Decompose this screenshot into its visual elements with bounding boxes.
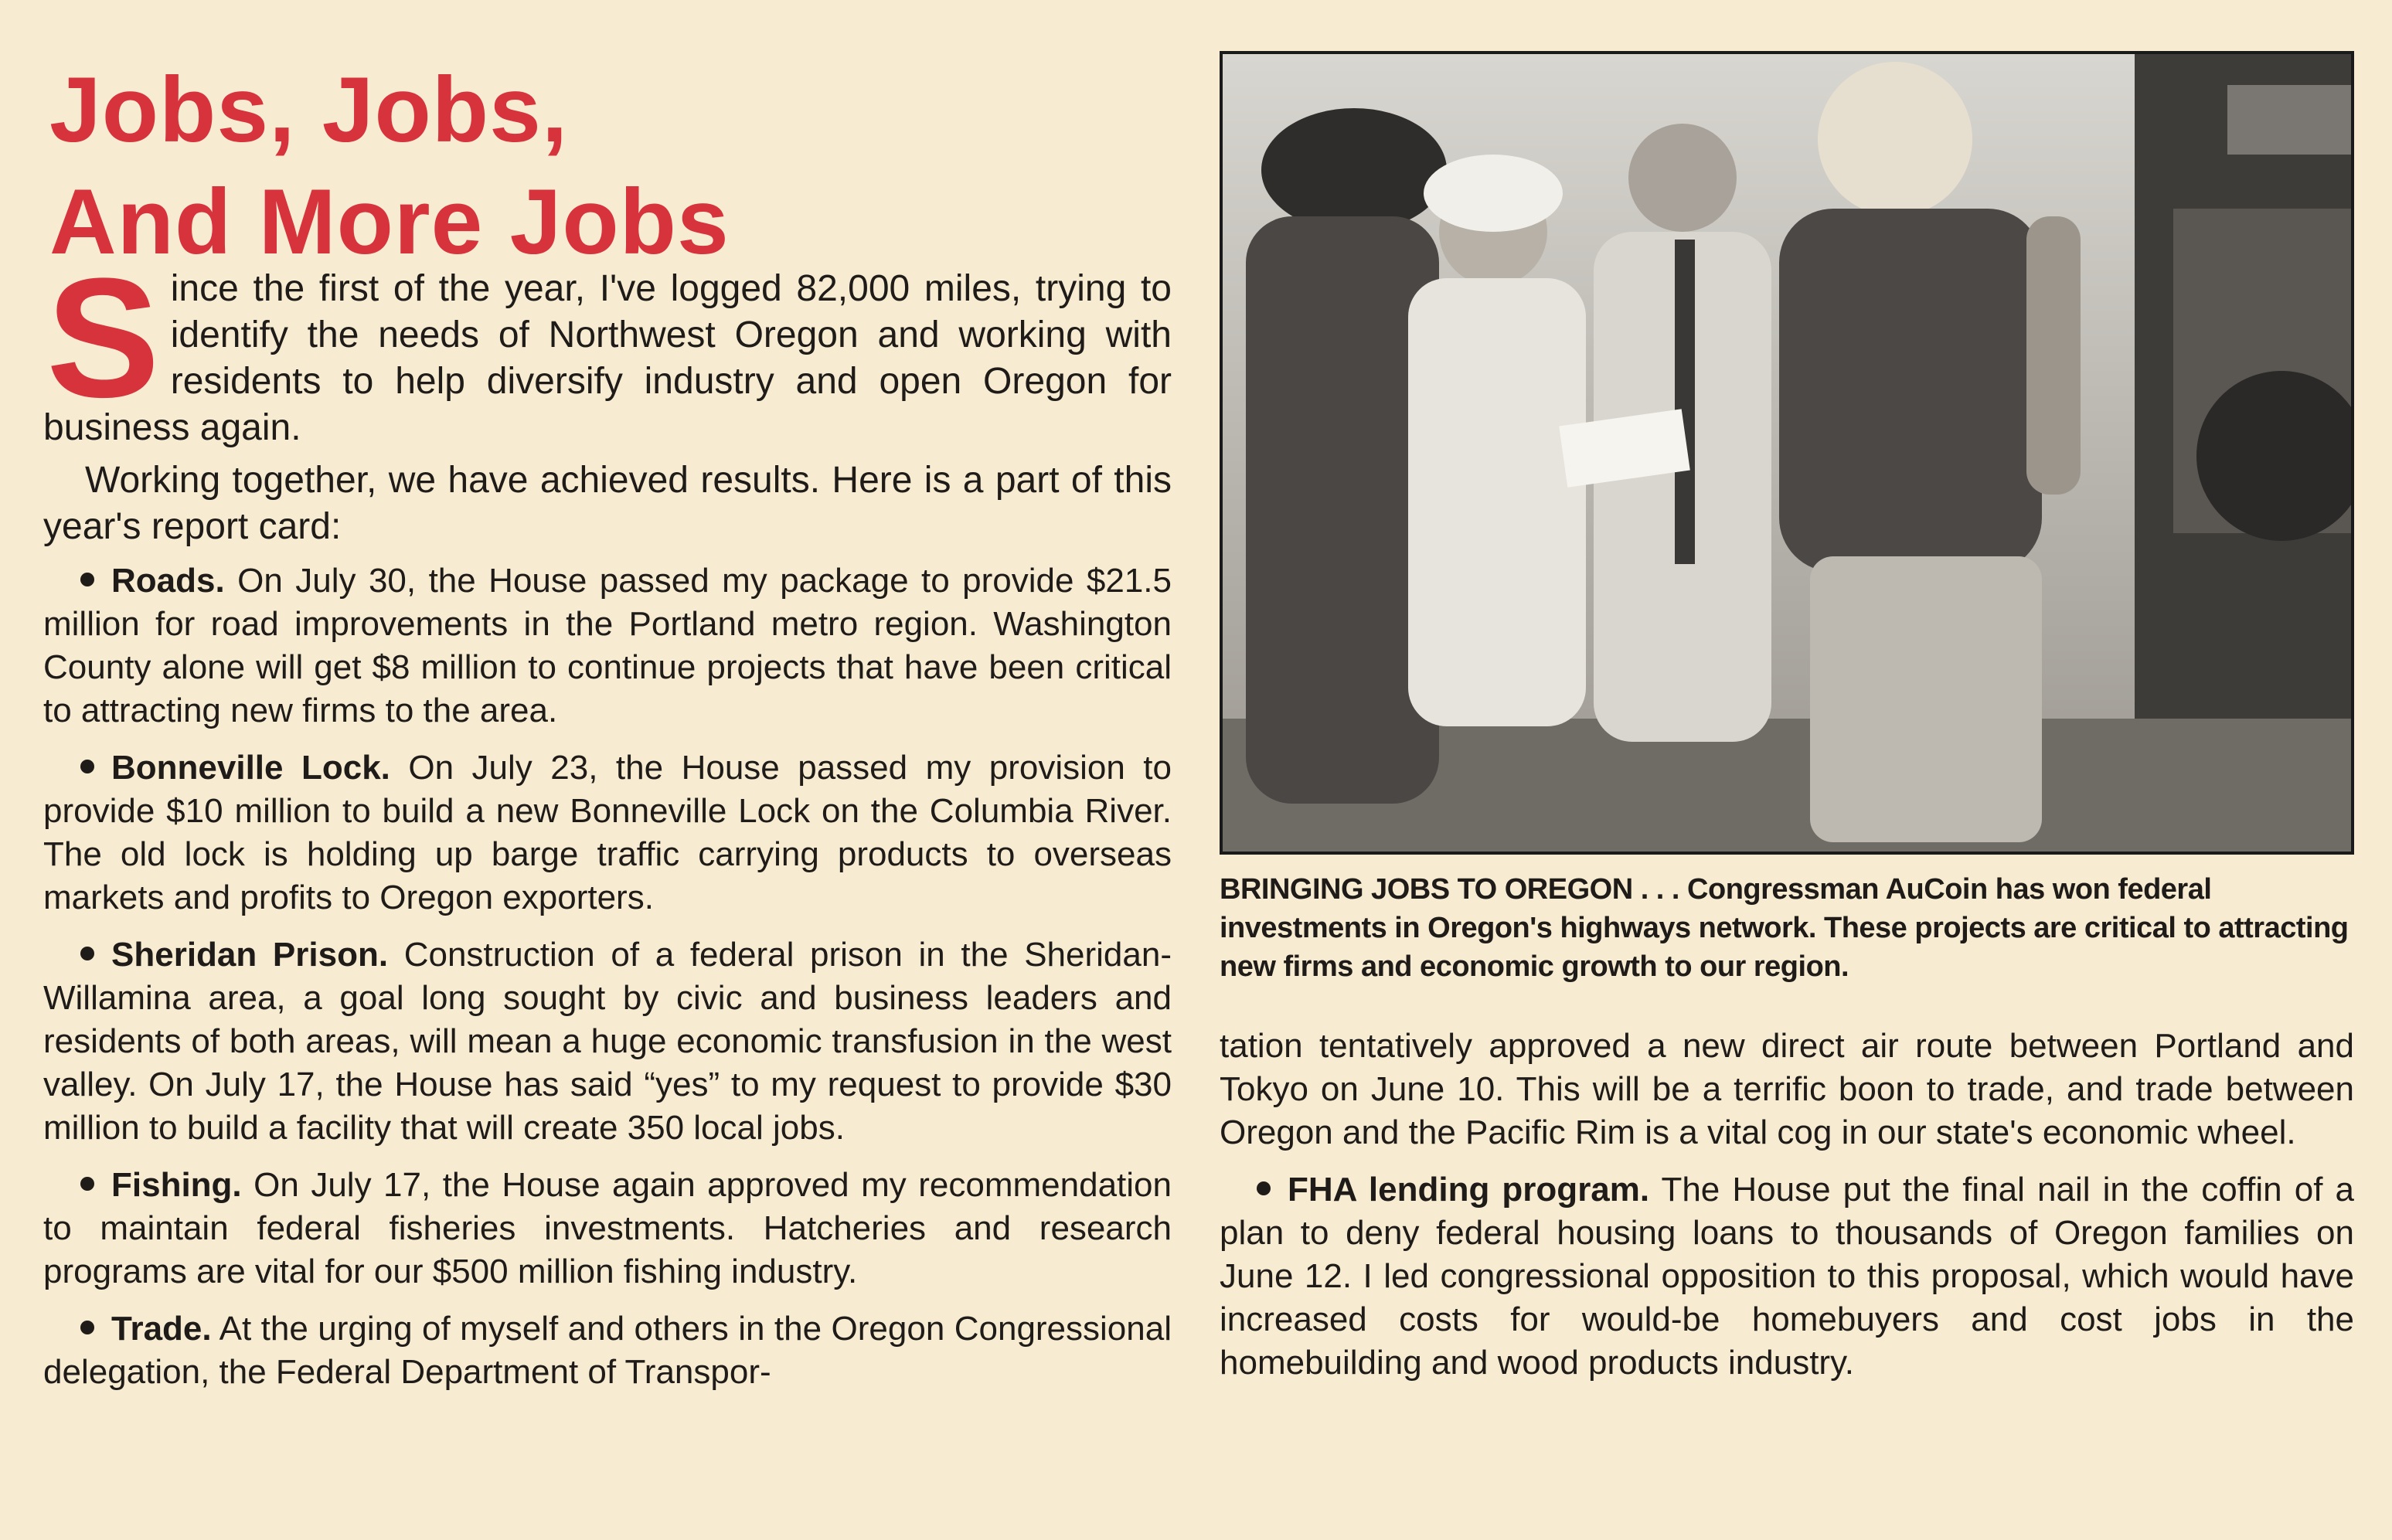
bullet-sheridan-prison — [43, 933, 1172, 1150]
bullet-text: Construction of a federal prison in the Sheridan-Willamina area, a goal long sought by civic and business leaders and residents of both areas, will mean a huge economic transfusion in the west valley. On July 17, the House has said “yes” to my request to provide $30 million to build a facility that will create 350 local jobs. — [43, 936, 1172, 1147]
right-column — [1220, 1025, 2354, 1399]
bullet-trade — [43, 1307, 1172, 1394]
bullet-lead: Fishing. — [111, 1166, 242, 1204]
bullet-dot — [80, 573, 94, 586]
photo-caption: BRINGING JOBS TO OREGON . . . Congressman AuCoin has won federal investments in Oregon's highways network. These projects are critical to attracting new firms and economic growth to our region. — [1220, 873, 2349, 983]
report-card-paragraph: Working together, we have achieved results. Here is a part of this year's report card: — [43, 460, 1172, 547]
article-title — [49, 54, 1170, 278]
bullet-lead: Trade. — [111, 1310, 212, 1348]
bullet-text: On July 23, the House passed my provision to provide $10 million to build a new Bonneville Lock on the Columbia River. The old lock is holding up barge traffic carrying products to overseas markets and profits to Oregon exporters. — [43, 749, 1172, 916]
photo-illustration — [1223, 54, 2351, 852]
trade-continued: tation tentatively approved a new direct air route between Portland and Tokyo on June 10. This will be a terrific boon to trade, and trade between Oregon and the Pacific Rim is a vital cog in our state's economic wheel. — [1220, 1027, 2354, 1151]
bullet-text: The House put the final nail in the coffin of a plan to deny federal housing loans to thousands of Oregon families on June 12. I led congressional opposition to this proposal, which would have increased costs for would-be homebuyers and cost jobs in the homebuilding and wood products industry. — [1220, 1171, 2355, 1382]
title-line-2: And More Jobs — [49, 170, 730, 274]
bullet-lead: Bonneville Lock. — [111, 749, 390, 787]
bullet-dot — [80, 947, 94, 960]
bullet-fishing — [43, 1164, 1172, 1294]
bullet-dot — [80, 1321, 94, 1334]
bullet-roads — [43, 559, 1172, 733]
title-line-1: Jobs, Jobs, — [49, 58, 569, 161]
bullet-lead: FHA lending program. — [1288, 1171, 1650, 1209]
bullet-fha-lending — [1220, 1168, 2354, 1385]
bullet-bonneville-lock — [43, 746, 1172, 920]
bullet-lead: Roads. — [111, 562, 225, 600]
intro-text: ince the first of the year, I've logged 82,000 miles, trying to identify the needs of Northwest Oregon and working with residents to help diversify industry and open Oregon for business again. — [43, 268, 1172, 448]
intro-paragraph — [43, 243, 1172, 451]
bullet-text: On July 17, the House again approved my recommendation to maintain federal fisheries investments. Hatcheries and research programs are vital for our $500 million fishing industry. — [43, 1166, 1172, 1290]
bullet-dot — [80, 760, 94, 773]
bullet-text: On July 30, the House passed my package to provide $21.5 million for road improvements in the Portland metro region. Washington County alone will get $8 million to continue projects that have been critical to attracting new firms to the area. — [43, 562, 1172, 729]
left-column — [43, 243, 1172, 1408]
bullet-dot — [1257, 1181, 1271, 1195]
drop-cap: S — [46, 243, 160, 433]
bullet-dot — [80, 1177, 94, 1191]
news-photo — [1220, 51, 2354, 855]
bullet-text: At the urging of myself and others in the Oregon Congressional delegation, the Federal Department of Transpor- — [43, 1310, 1172, 1391]
bullet-lead: Sheridan Prison. — [111, 936, 389, 974]
